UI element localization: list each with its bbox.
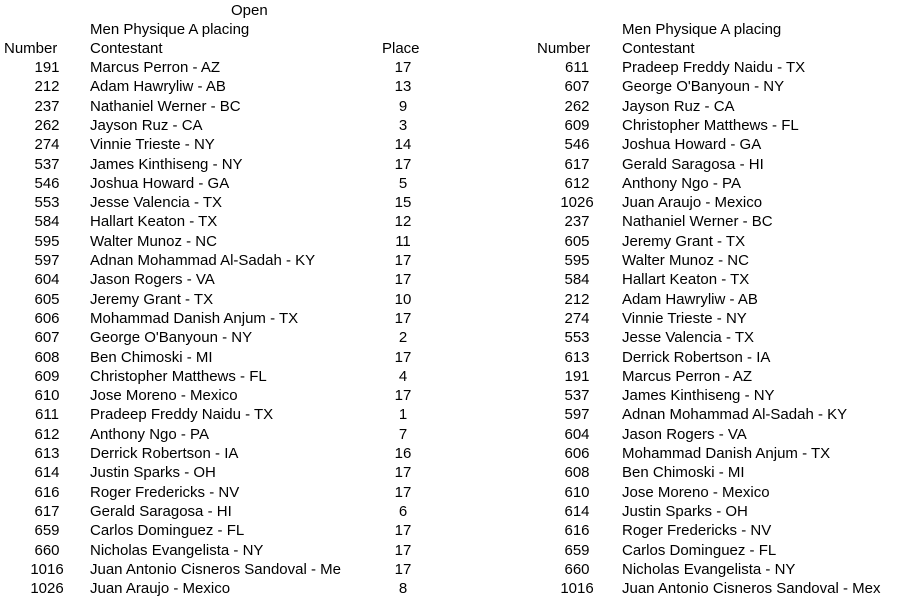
right-table-row [0,155,900,174]
contestant-number: 546 [34,175,60,192]
contestant-place: 17 [394,561,412,578]
right-table-row [0,579,900,598]
contestant-number: 191 [564,368,590,385]
contestant-place: 13 [394,78,412,95]
left-header-contestant: Contestant [90,40,163,57]
contestant-place: 2 [398,329,408,346]
contestant-number: 611 [565,59,589,76]
contestant-place: 3 [398,117,408,134]
right-table-row [0,386,900,405]
contestant-number: 605 [564,233,590,250]
contestant-number: 553 [34,194,60,211]
contestant-number: 595 [564,252,590,269]
contestant-number: 612 [564,175,590,192]
contestant-number: 584 [34,213,60,230]
contestant-number: 609 [34,368,60,385]
contestant-name: George O'Banyoun - NY [622,78,785,95]
right-table-row [0,309,900,328]
contestant-name: Roger Fredericks - NV [622,522,772,539]
contestant-name: Pradeep Freddy Naidu - TX [90,406,274,423]
contestant-number: 604 [34,271,60,288]
contestant-number: 617 [34,503,60,520]
contestant-name: Hallart Keaton - TX [622,271,750,288]
contestant-name: Jason Rogers - VA [622,426,747,443]
contestant-number: 606 [564,445,590,462]
contestant-place: 15 [394,194,412,211]
contestant-number: 659 [34,522,60,539]
contestant-place: 17 [394,464,412,481]
contestant-name: James Kinthiseng - NY [622,387,775,404]
contestant-place: 4 [398,368,408,385]
contestant-place: 17 [394,349,412,366]
left-subtitle: Men Physique A placing [90,21,250,38]
contestant-name: Nicholas Evangelista - NY [90,542,264,559]
right-table-row [0,116,900,135]
contestant-place: 6 [398,503,408,520]
contestant-number: 1026 [30,580,64,597]
contestant-number: 237 [34,98,60,115]
right-table-row [0,541,900,560]
right-table-row [0,174,900,193]
contestant-place: 5 [398,175,408,192]
contestant-place: 17 [394,522,412,539]
right-table-row [0,97,900,116]
contestant-number: 553 [564,329,590,346]
right-table-row [0,425,900,444]
contestant-name: Nathaniel Werner - BC [90,98,241,115]
contestant-name: Joshua Howard - GA [622,136,762,153]
right-table-row [0,251,900,270]
contestant-place: 16 [394,445,412,462]
contestant-number: 274 [564,310,590,327]
contestant-name: Mohammad Danish Anjum - TX [90,310,299,327]
contestant-name: Jose Moreno - Mexico [622,484,770,501]
right-table-row [0,328,900,347]
left-header-number: Number [4,40,58,57]
right-table-row [0,77,900,96]
contestant-number: 1016 [560,580,594,597]
right-subtitle: Men Physique A placing [622,21,782,38]
contestant-number: 546 [564,136,590,153]
contestant-number: 597 [564,406,590,423]
right-table-row [0,290,900,309]
contestant-place: 9 [398,98,408,115]
contestant-place: 17 [394,542,412,559]
contestant-number: 613 [564,349,590,366]
right-table-row [0,463,900,482]
contestant-number: 616 [34,484,60,501]
contestant-number: 617 [564,156,590,173]
right-table-row [0,193,900,212]
contestant-name: Carlos Dominguez - FL [622,542,777,559]
left-title: Open [231,2,268,19]
contestant-number: 614 [34,464,60,481]
contestant-number: 274 [34,136,60,153]
contestant-name: Jayson Ruz - CA [622,98,735,115]
contestant-number: 608 [564,464,590,481]
right-table-row [0,521,900,540]
right-table-row [0,502,900,521]
contestant-number: 606 [34,310,60,327]
contestant-name: Nicholas Evangelista - NY [622,561,796,578]
contestant-number: 191 [34,59,60,76]
contestant-number: 595 [34,233,60,250]
contestant-name: Vinnie Trieste - NY [90,136,215,153]
contestant-name: Adam Hawryliw - AB [622,291,758,308]
contestant-name: Anthony Ngo - PA [622,175,741,192]
contestant-number: 237 [564,213,590,230]
right-table-row [0,135,900,154]
contestant-name: Vinnie Trieste - NY [622,310,747,327]
contestant-number: 1016 [30,561,64,578]
contestant-number: 610 [34,387,60,404]
contestant-name: Juan Antonio Cisneros Sandoval - Mex [622,580,881,597]
contestant-place: 7 [398,426,408,443]
contestant-number: 612 [34,426,60,443]
contestant-place: 10 [394,291,412,308]
contestant-number: 613 [34,445,60,462]
contestant-number: 604 [564,426,590,443]
contestant-name: Hallart Keaton - TX [90,213,218,230]
contestant-place: 1 [398,406,408,423]
contestant-name: Adnan Mohammad Al-Sadah - KY [622,406,848,423]
contestant-name: Marcus Perron - AZ [622,368,753,385]
contestant-place: 17 [394,59,412,76]
contestant-place: 8 [398,580,408,597]
contestant-number: 537 [34,156,60,173]
contestant-place: 17 [394,484,412,501]
right-table-row [0,405,900,424]
contestant-number: 607 [34,329,60,346]
contestant-number: 660 [564,561,590,578]
contestant-number: 262 [564,98,590,115]
contestant-place: 12 [394,213,412,230]
right-table-row [0,483,900,502]
right-header-number: Number [537,40,591,57]
contestant-name: Marcus Perron - AZ [90,59,221,76]
contestant-name: Gerald Saragosa - HI [622,156,764,173]
contestant-number: 616 [564,522,590,539]
contestant-number: 537 [564,387,590,404]
contestant-name: James Kinthiseng - NY [90,156,243,173]
right-table-row [0,232,900,251]
contestant-name: Derrick Robertson - IA [90,445,239,462]
right-table-row [0,444,900,463]
contestant-name: Jesse Valencia - TX [622,329,755,346]
contestant-number: 614 [564,503,590,520]
right-table-row [0,367,900,386]
contestant-name: Adam Hawryliw - AB [90,78,226,95]
contestant-place: 17 [394,271,412,288]
contestant-number: 608 [34,349,60,366]
contestant-name: Juan Antonio Cisneros Sandoval - Me [90,561,341,578]
contestant-name: Joshua Howard - GA [90,175,230,192]
contestant-number: 212 [34,78,60,95]
left-header-place: Place [382,40,420,57]
contestant-number: 605 [34,291,60,308]
contestant-name: Jayson Ruz - CA [90,117,203,134]
contestant-name: Jesse Valencia - TX [90,194,223,211]
contestant-name: Gerald Saragosa - HI [90,503,232,520]
contestant-name: Jeremy Grant - TX [622,233,746,250]
contestant-number: 611 [35,406,59,423]
contestant-name: Jason Rogers - VA [90,271,215,288]
contestant-number: 597 [34,252,60,269]
contestant-place: 17 [394,310,412,327]
contestant-place: 14 [394,136,412,153]
contestant-name: Christopher Matthews - FL [90,368,267,385]
contestant-name: Carlos Dominguez - FL [90,522,245,539]
contestant-name: Ben Chimoski - MI [90,349,213,366]
right-table-row [0,58,900,77]
contestant-name: George O'Banyoun - NY [90,329,253,346]
right-table-row [0,270,900,289]
contestant-number: 584 [564,271,590,288]
right-header-contestant: Contestant [622,40,695,57]
contestant-number: 212 [564,291,590,308]
contestant-number: 660 [34,542,60,559]
contestant-name: Christopher Matthews - FL [622,117,799,134]
right-table-row [0,560,900,579]
contestant-name: Pradeep Freddy Naidu - TX [622,59,806,76]
contestant-name: Walter Munoz - NC [622,252,749,269]
contestant-name: Jeremy Grant - TX [90,291,214,308]
right-table-row [0,348,900,367]
contestant-name: Ben Chimoski - MI [622,464,745,481]
contestant-number: 659 [564,542,590,559]
contestant-name: Juan Araujo - Mexico [622,194,763,211]
right-table-row [0,212,900,231]
contestant-name: Nathaniel Werner - BC [622,213,773,230]
contestant-name: Justin Sparks - OH [622,503,748,520]
contestant-number: 607 [564,78,590,95]
contestant-place: 17 [394,387,412,404]
contestant-number: 262 [34,117,60,134]
contestant-place: 17 [394,252,412,269]
contestant-name: Roger Fredericks - NV [90,484,240,501]
contestant-name: Anthony Ngo - PA [90,426,209,443]
contestant-name: Juan Araujo - Mexico [90,580,231,597]
contestant-number: 1026 [560,194,594,211]
contestant-number: 610 [564,484,590,501]
contestant-name: Derrick Robertson - IA [622,349,771,366]
contestant-name: Mohammad Danish Anjum - TX [622,445,831,462]
contestant-name: Walter Munoz - NC [90,233,217,250]
contestant-name: Jose Moreno - Mexico [90,387,238,404]
contestant-name: Adnan Mohammad Al-Sadah - KY [90,252,316,269]
contestant-number: 609 [564,117,590,134]
contestant-name: Justin Sparks - OH [90,464,216,481]
contestant-place: 11 [395,233,411,250]
contestant-place: 17 [394,156,412,173]
